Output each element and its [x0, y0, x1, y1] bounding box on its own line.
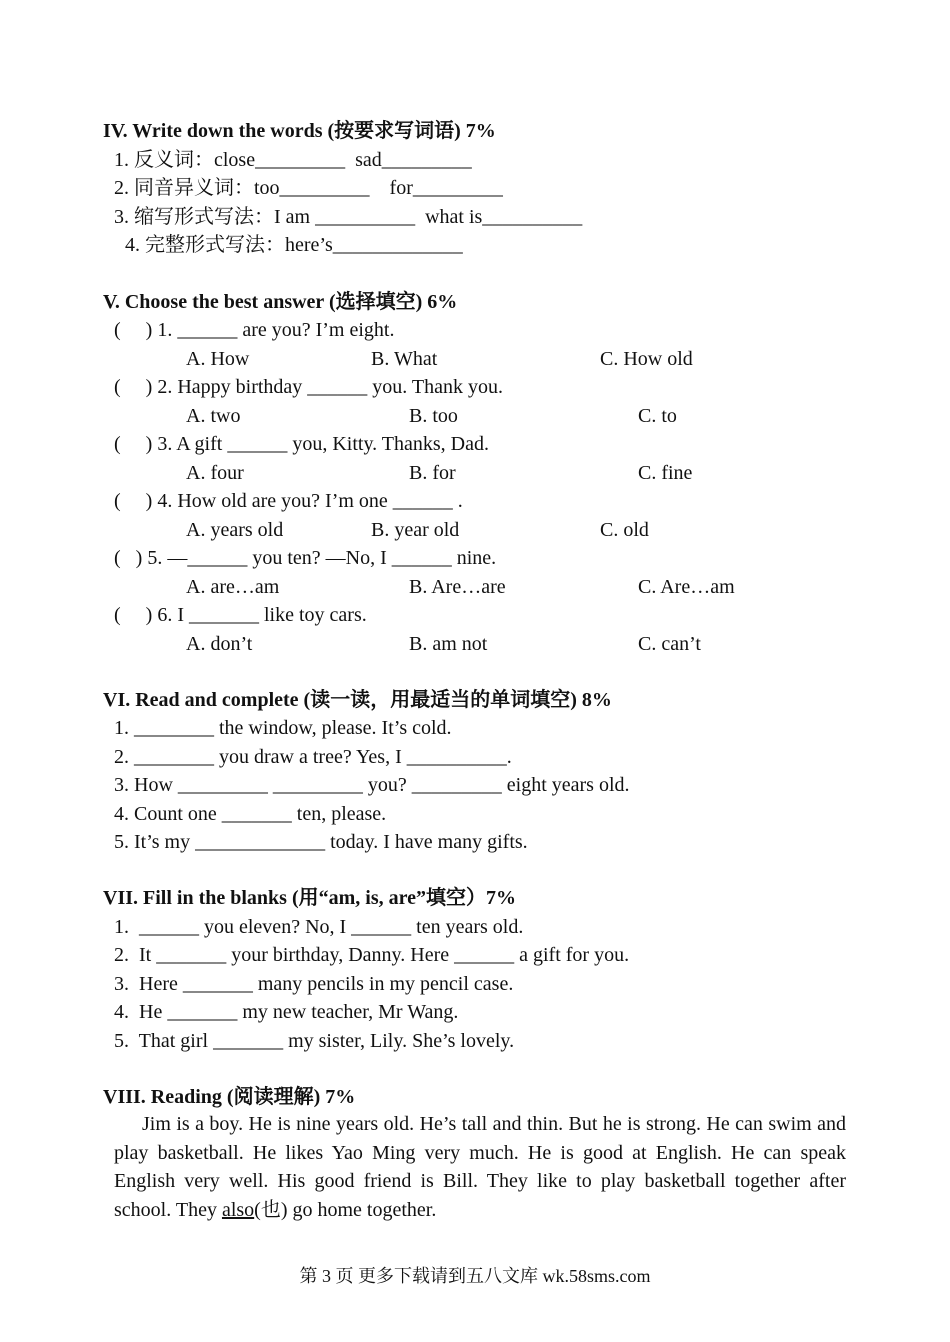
vii-item-5: 5. That girl _______ my sister, Lily. She’s lovely.: [114, 1030, 515, 1052]
v-q3-option-c: C. fine: [638, 462, 693, 484]
v-q2-option-a: A. two: [186, 405, 241, 427]
vi-item-1: 1. ________ the window, please. It’s cold.: [114, 717, 452, 739]
vii-item-4: 4. He _______ my new teacher, Mr Wang.: [114, 1001, 459, 1023]
v-question-6: ( ) 6. I _______ like toy cars.: [114, 604, 367, 626]
v-q4-option-c: C. old: [600, 519, 649, 541]
v-question-2: ( ) 2. Happy birthday ______ you. Thank you.: [114, 376, 504, 398]
iv-item-4: 4. 完整形式写法：here’s_____________: [125, 234, 463, 256]
vii-item-3: 3. Here _______ many pencils in my pencil case.: [114, 973, 514, 995]
v-question-5: ( ) 5. —______ you ten? —No, I ______ nine.: [114, 547, 497, 569]
v-q6-option-a: A. don’t: [186, 633, 253, 655]
v-q1-option-a: A. How: [186, 348, 250, 370]
passage-text-1: Jim is a boy. He is nine years old. He’s tall and thin. But he is strong. He can swim and play basketball. He likes Yao Ming very much. He is good at English. He can speak English very well. His good friend is Bill. They like to play basketball together after school. They: [114, 1113, 846, 1221]
v-q4-option-b: B. year old: [371, 519, 460, 541]
v-q5-option-a: A. are…am: [186, 576, 280, 598]
passage-text-2: (也) go home together.: [254, 1198, 437, 1221]
reading-passage: [114, 1110, 846, 1224]
v-q2-option-b: B. too: [409, 405, 458, 427]
v-q1-option-b: B. What: [371, 348, 438, 370]
v-q3-option-a: A. four: [186, 462, 244, 484]
section-v-title: V. Choose the best answer (选择填空) 6%: [103, 291, 458, 313]
iv-item-3: 3. 缩写形式写法：I am __________ what is__________: [114, 206, 583, 228]
v-q6-option-b: B. am not: [409, 633, 488, 655]
v-q1-option-c: C. How old: [600, 348, 693, 370]
passage-underlined-word: also: [221, 1198, 255, 1221]
v-q6-option-c: C. can’t: [638, 633, 701, 655]
v-q5-option-c: C. Are…am: [638, 576, 735, 598]
vi-item-5: 5. It’s my _____________ today. I have many gifts.: [114, 831, 528, 853]
section-iv-title: IV. Write down the words (按要求写词语) 7%: [103, 120, 496, 142]
vi-item-4: 4. Count one _______ ten, please.: [114, 803, 387, 825]
vii-item-1: 1. ______ you eleven? No, I ______ ten years old.: [114, 916, 524, 938]
vi-item-2: 2. ________ you draw a tree? Yes, I __________.: [114, 746, 512, 768]
v-q2-option-c: C. to: [638, 405, 677, 427]
v-question-3: ( ) 3. A gift ______ you, Kitty. Thanks, Dad.: [114, 433, 489, 455]
iv-item-2: 2. 同音异义词：too_________ for_________: [114, 177, 503, 199]
v-question-4: ( ) 4. How old are you? I’m one ______ .: [114, 490, 463, 512]
v-question-1: ( ) 1. ______ are you? I’m eight.: [114, 319, 395, 341]
section-viii-title: VIII. Reading (阅读理解) 7%: [103, 1086, 356, 1108]
vii-item-2: 2. It _______ your birthday, Danny. Here ______ a gift for you.: [114, 944, 630, 966]
v-q5-option-b: B. Are…are: [409, 576, 506, 598]
vi-item-3: 3. How _________ _________ you? _________ eight years old.: [114, 774, 630, 796]
v-q3-option-b: B. for: [409, 462, 456, 484]
iv-item-1: 1. 反义词：close_________ sad_________: [114, 149, 472, 171]
section-vi-title: VI. Read and complete (读一读，用最适当的单词填空) 8%: [103, 689, 612, 711]
page-footer: 第 3 页 更多下载请到五八文库 wk.58sms.com: [299, 1266, 651, 1286]
v-q4-option-a: A. years old: [186, 519, 284, 541]
section-vii-title: VII. Fill in the blanks (用“am, is, are”填空）7%: [103, 887, 516, 909]
